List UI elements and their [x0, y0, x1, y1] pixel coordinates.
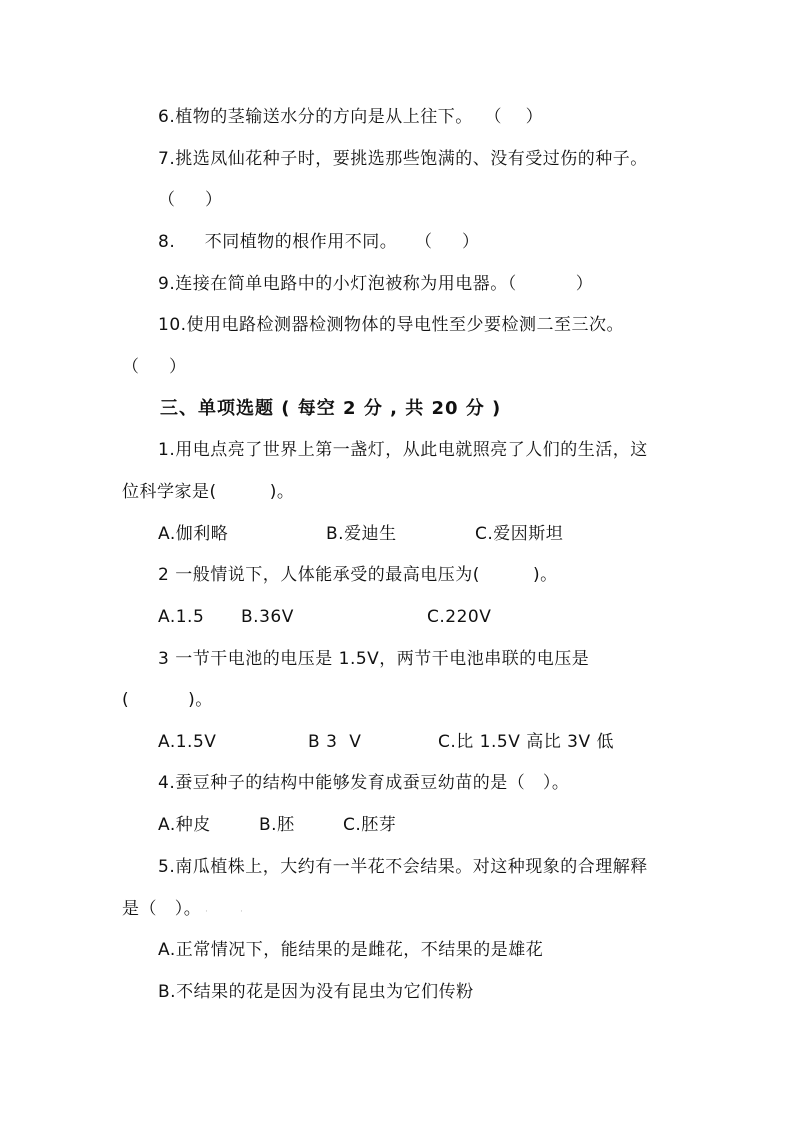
question-5-option-b: B.不结果的花是因为没有昆虫为它们传粉: [158, 982, 474, 1002]
question-5-cont: 是（ ）。: [122, 899, 202, 919]
question-4: 4.蚕豆种子的结构中能够发育成蚕豆幼苗的是（ ）。: [158, 773, 570, 793]
question-5: 5.南瓜植株上，大约有一半花不会结果。对这种现象的合理解释: [158, 857, 648, 877]
question-4-option-b: B.胚: [259, 815, 295, 835]
question-5-option-a: A.正常情况下，能结果的是雌花，不结果的是雄花: [158, 940, 544, 960]
question-3: 3 一节干电池的电压是 1.5V，两节干电池串联的电压是: [158, 649, 590, 669]
question-1-option-a: A.伽利略: [158, 524, 229, 544]
judge-item-10-bracket: （ ）: [122, 357, 187, 377]
section-title: 三、单项选题 ( 每空 2 分 , 共 20 分 ): [160, 398, 502, 419]
question-3-option-c: C.比 1.5V 高比 3V 低: [438, 732, 614, 752]
scan-speck: ·: [205, 907, 208, 917]
question-4-option-c: C.胚芽: [343, 815, 397, 835]
question-2-option-a: A.1.5: [158, 607, 205, 627]
question-4-option-a: A.种皮: [158, 815, 211, 835]
judge-item-7: 7.挑选凤仙花种子时，要挑选那些饱满的、没有受过伤的种子。: [158, 149, 648, 169]
question-2: 2 一般情说下，人体能承受的最高电压为( )。: [158, 565, 558, 585]
judge-item-6: 6.植物的茎输送水分的方向是从上往下。 （ ）: [158, 107, 544, 127]
question-3-option-a: A.1.5V: [158, 732, 217, 752]
judge-item-9: 9.连接在简单电路中的小灯泡被称为用电器。（ ）: [158, 274, 594, 294]
scan-speck: ·: [240, 907, 243, 917]
question-1-option-b: B.爱迪生: [326, 524, 397, 544]
question-2-option-b: B.36V: [241, 607, 294, 627]
question-3-cont: ( )。: [122, 690, 213, 710]
question-2-option-c: C.220V: [427, 607, 492, 627]
judge-item-8: 8. 不同植物的根作用不同。 （ ）: [158, 232, 480, 252]
judge-item-10: 10.使用电路检测器检测物体的导电性至少要检测二至三次。: [158, 315, 625, 335]
question-1-option-c: C.爱因斯坦: [475, 524, 564, 544]
question-1-cont: 位科学家是( )。: [122, 482, 295, 502]
question-1: 1.用电点亮了世界上第一盏灯，从此电就照亮了人们的生活，这: [158, 440, 648, 460]
question-3-option-b: B 3 V: [308, 732, 362, 752]
judge-item-7-bracket: （ ）: [158, 190, 223, 210]
